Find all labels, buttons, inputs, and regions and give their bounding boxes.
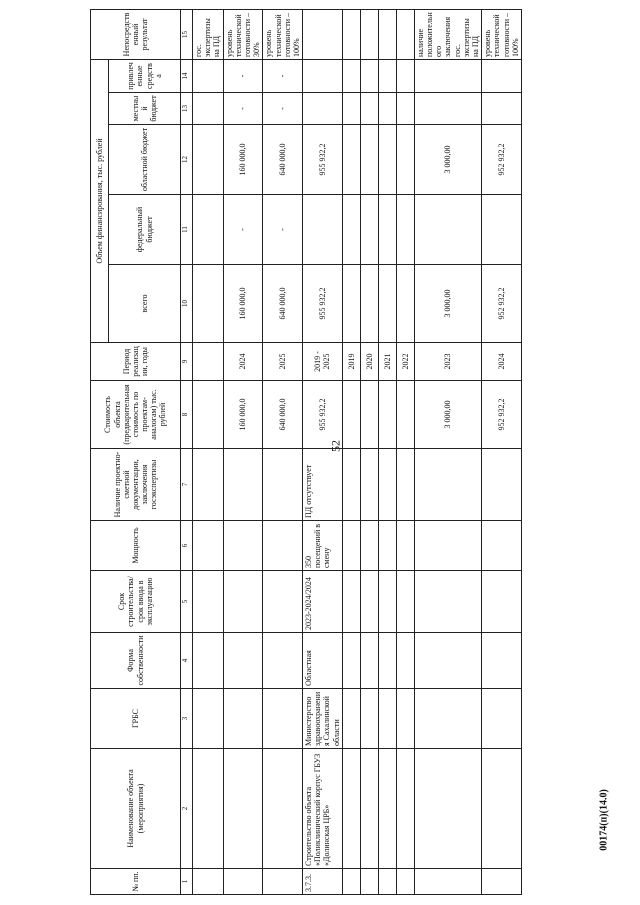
column-number: 1 (181, 869, 193, 895)
cell-period: 2024 (482, 343, 522, 381)
cell-federal: - (223, 195, 263, 265)
column-number: 15 (181, 9, 193, 59)
cell-local (378, 93, 396, 125)
cell-result: уровень технической готовности – 30% (223, 9, 263, 59)
cell-federal (378, 195, 396, 265)
cell-capacity (223, 521, 263, 571)
cell-name (396, 749, 414, 869)
cell-name (414, 749, 481, 869)
cell-capacity (414, 521, 481, 571)
cell-other: - (223, 59, 263, 92)
cell-cost: 3 000,00 (414, 381, 481, 449)
cell-cost (378, 381, 396, 449)
cell-no (396, 869, 414, 895)
cell-capacity (360, 521, 378, 571)
column-number: 12 (181, 125, 193, 195)
cell-other: - (263, 59, 303, 92)
header-grbs: ГРБС (91, 689, 181, 749)
cell-federal (414, 195, 481, 265)
cell-other (378, 59, 396, 92)
cell-federal (482, 195, 522, 265)
column-number: 3 (181, 689, 193, 749)
cell-total (342, 265, 360, 343)
page-number: 52 (328, 440, 343, 452)
cell-period: 2019 (342, 343, 360, 381)
cell-result: гос. экспертизы на ПД (193, 9, 224, 59)
cell-grbs (342, 689, 360, 749)
cell-other (342, 59, 360, 92)
cell-result (342, 9, 360, 59)
table-row (223, 9, 263, 894)
cell-ownership (378, 633, 396, 689)
cell-period: 2019 - 2025 (303, 343, 343, 381)
table-row (263, 9, 303, 894)
cell-ownership (263, 633, 303, 689)
cell-capacity (263, 521, 303, 571)
cell-ownership (482, 633, 522, 689)
cell-federal (360, 195, 378, 265)
table-row (482, 9, 522, 894)
column-number: 4 (181, 633, 193, 689)
column-number: 10 (181, 265, 193, 343)
table-row (414, 9, 481, 894)
cell-federal: - (263, 195, 303, 265)
cell-result (396, 9, 414, 59)
cell-name (342, 749, 360, 869)
cell-total (396, 265, 414, 343)
cell-other (482, 59, 522, 92)
cell-local (414, 93, 481, 125)
cell-name (482, 749, 522, 869)
cell-total (360, 265, 378, 343)
cell-cost (360, 381, 378, 449)
cell-regional (342, 125, 360, 195)
cell-term (342, 571, 360, 633)
cell-ownership: Областная (303, 633, 343, 689)
cell-total (378, 265, 396, 343)
cell-name (193, 749, 224, 869)
cell-total (193, 265, 224, 343)
cell-term: 2023-2024/2024 (303, 571, 343, 633)
cell-period: 2020 (360, 343, 378, 381)
cell-regional: 160 000,0 (223, 125, 263, 195)
table-row (193, 9, 224, 894)
cell-docs (342, 449, 360, 521)
cell-period: 2025 (263, 343, 303, 381)
cell-result (378, 9, 396, 59)
column-number: 13 (181, 93, 193, 125)
cell-cost: 952 932,2 (482, 381, 522, 449)
cell-cost: 955 932,2 (303, 381, 343, 449)
cell-regional (396, 125, 414, 195)
cell-regional (193, 125, 224, 195)
cell-capacity: 350 посещений в смену (303, 521, 343, 571)
cell-capacity (396, 521, 414, 571)
header-docs: Наличие проектно-сметной документации, заключения госэкспертизы (91, 449, 181, 521)
column-number: 11 (181, 195, 193, 265)
cell-capacity (378, 521, 396, 571)
cell-no (263, 869, 303, 895)
header-period: Период реализации, годы (91, 343, 181, 381)
financing-table (90, 9, 522, 895)
cell-term (223, 571, 263, 633)
header-cost: Стоимость объекта (предварительная стоимость по проектам-аналогам) тыс. рублей (91, 381, 181, 449)
cell-period: 2023 (414, 343, 481, 381)
cell-ownership (414, 633, 481, 689)
cell-no (482, 869, 522, 895)
cell-capacity (342, 521, 360, 571)
cell-other (303, 59, 343, 92)
column-number: 5 (181, 571, 193, 633)
cell-capacity (193, 521, 224, 571)
cell-result: наличие положительного заключения гос. экспертизы на ПД (414, 9, 481, 59)
cell-local (482, 93, 522, 125)
cell-docs (360, 449, 378, 521)
table-row (360, 9, 378, 894)
table-row (342, 9, 360, 894)
cell-local (342, 93, 360, 125)
cell-docs (378, 449, 396, 521)
cell-total: 3 000,00 (414, 265, 481, 343)
cell-other (414, 59, 481, 92)
cell-other (360, 59, 378, 92)
cell-regional: 955 932,2 (303, 125, 343, 195)
cell-local (396, 93, 414, 125)
header-term: Срок строительства/срок ввода в эксплуатацию (91, 571, 181, 633)
cell-ownership (223, 633, 263, 689)
cell-term (414, 571, 481, 633)
cell-period: 2024 (223, 343, 263, 381)
header-regional: областной бюджет (109, 125, 181, 195)
cell-term (378, 571, 396, 633)
footer-code: 00174(п)(14.0) (598, 789, 610, 851)
cell-name: Строительство объекта «Поликлинический корпус ГБУЗ «Долинская ЦРБ» (303, 749, 343, 869)
cell-cost (342, 381, 360, 449)
cell-federal (396, 195, 414, 265)
cell-other (396, 59, 414, 92)
cell-cost: 160 000,0 (223, 381, 263, 449)
cell-name (378, 749, 396, 869)
cell-grbs (396, 689, 414, 749)
cell-result: уровень технической готовности – 100% (482, 9, 522, 59)
column-number: 2 (181, 749, 193, 869)
cell-result: уровень технической готовности – 100% (263, 9, 303, 59)
cell-total: 160 000,0 (223, 265, 263, 343)
cell-grbs (482, 689, 522, 749)
cell-capacity (482, 521, 522, 571)
cell-name (360, 749, 378, 869)
cell-federal (193, 195, 224, 265)
cell-cost (396, 381, 414, 449)
cell-no (360, 869, 378, 895)
column-number: 6 (181, 521, 193, 571)
cell-grbs (360, 689, 378, 749)
cell-term (263, 571, 303, 633)
cell-no (342, 869, 360, 895)
cell-no (414, 869, 481, 895)
cell-ownership (342, 633, 360, 689)
cell-term (360, 571, 378, 633)
cell-grbs (223, 689, 263, 749)
column-numbers-row (181, 9, 193, 894)
header-capacity: Мощность (91, 521, 181, 571)
column-number: 14 (181, 59, 193, 92)
cell-period: 2022 (396, 343, 414, 381)
cell-local: - (263, 93, 303, 125)
cell-term (193, 571, 224, 633)
cell-grbs (378, 689, 396, 749)
table-row (303, 9, 343, 894)
cell-docs (396, 449, 414, 521)
cell-docs: ПД отсутствует (303, 449, 343, 521)
cell-name (263, 749, 303, 869)
cell-local (360, 93, 378, 125)
cell-cost: 640 000,0 (263, 381, 303, 449)
cell-local (193, 93, 224, 125)
cell-no (193, 869, 224, 895)
cell-other (193, 59, 224, 92)
cell-regional: 952 932,2 (482, 125, 522, 195)
header-total: всего (109, 265, 181, 343)
column-number: 9 (181, 343, 193, 381)
table-row (378, 9, 396, 894)
cell-docs (414, 449, 481, 521)
cell-total: 640 000,0 (263, 265, 303, 343)
header-local: местный бюджет (109, 93, 181, 125)
cell-ownership (193, 633, 224, 689)
cell-period (193, 343, 224, 381)
cell-federal (342, 195, 360, 265)
cell-no (378, 869, 396, 895)
cell-federal (303, 195, 343, 265)
header-other: привлеченные средства (109, 59, 181, 92)
cell-period: 2021 (378, 343, 396, 381)
cell-ownership (360, 633, 378, 689)
cell-docs (482, 449, 522, 521)
cell-local: - (223, 93, 263, 125)
cell-docs (223, 449, 263, 521)
cell-regional (360, 125, 378, 195)
cell-ownership (396, 633, 414, 689)
column-number: 7 (181, 449, 193, 521)
cell-name (223, 749, 263, 869)
header-name: Наименование объекта (мероприятия) (91, 749, 181, 869)
header-federal: федеральный бюджет (109, 195, 181, 265)
cell-grbs: Министерство здравоохранения Сахалинской области (303, 689, 343, 749)
cell-no (223, 869, 263, 895)
cell-docs (263, 449, 303, 521)
cell-result (360, 9, 378, 59)
cell-term (396, 571, 414, 633)
header-financing: Объем финансирования, тыс. рублей (91, 59, 109, 342)
header-ownership: Форма собственности (91, 633, 181, 689)
cell-regional (378, 125, 396, 195)
cell-term (482, 571, 522, 633)
cell-regional: 3 000,00 (414, 125, 481, 195)
column-number: 8 (181, 381, 193, 449)
cell-result (303, 9, 343, 59)
cell-no: 3.7.3. (303, 869, 343, 895)
header-no: № пп. (91, 869, 181, 895)
cell-cost (193, 381, 224, 449)
cell-total: 952 932,2 (482, 265, 522, 343)
cell-grbs (414, 689, 481, 749)
cell-grbs (263, 689, 303, 749)
cell-total: 955 932,2 (303, 265, 343, 343)
table-body (193, 9, 522, 894)
cell-docs (193, 449, 224, 521)
rotated-table-wrapper (90, 10, 520, 895)
cell-regional: 640 000,0 (263, 125, 303, 195)
table-row (396, 9, 414, 894)
header-result: Непосредственный результат (91, 9, 181, 59)
cell-grbs (193, 689, 224, 749)
cell-local (303, 93, 343, 125)
